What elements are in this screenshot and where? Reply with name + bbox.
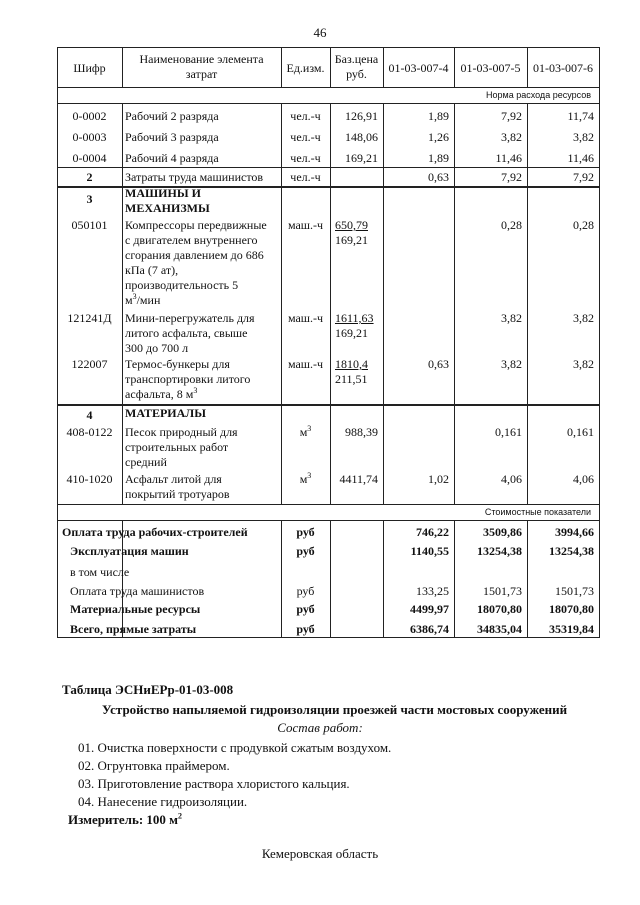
summary-name: Всего, прямые затраты <box>70 622 197 636</box>
cell-value: 1501,73 <box>483 584 522 598</box>
cell-value: 13254,38 <box>477 544 522 558</box>
cell-value: 0,63 <box>428 170 449 184</box>
page-number: 46 <box>313 25 327 40</box>
table-hline <box>57 167 600 168</box>
table-vline <box>599 47 600 87</box>
cell-value: 13254,38 <box>549 544 594 558</box>
row-price: 1810,4 <box>335 357 368 371</box>
cell-value: 11,46 <box>495 151 522 165</box>
row-code: 0-0002 <box>72 109 107 123</box>
cell-value: 1,89 <box>428 151 449 165</box>
row-code: 408-0122 <box>66 425 113 439</box>
header-col: 01-03-007-4 <box>388 61 449 75</box>
row-unit: $м^3$ <box>299 424 312 439</box>
row-price: 650,79 <box>335 218 368 232</box>
row-unit: маш.-ч <box>287 357 324 371</box>
row-name: сгорания давлением до 686 <box>125 248 264 262</box>
work-item: 02. Огрунтовка праймером. <box>78 758 230 773</box>
cell-value: 3,82 <box>501 311 522 325</box>
row-price: 1611,63 <box>335 311 374 325</box>
section-name: МЕХАНИЗМЫ <box>125 201 210 215</box>
cell-value: 34835,04 <box>477 622 522 636</box>
row-price: 126,91 <box>345 109 378 123</box>
row-code: 2 <box>86 170 93 184</box>
row-code: 122007 <box>71 357 108 371</box>
row-name: транспортировки литого <box>125 372 251 386</box>
cell-value: 3,82 <box>573 311 594 325</box>
table-hline <box>57 520 600 521</box>
row-unit: чел.-ч <box>290 130 321 144</box>
cell-value: 4,06 <box>501 472 522 486</box>
cell-value: 7,92 <box>501 109 522 123</box>
row-name: Мини-перегружатель для <box>125 311 255 325</box>
footer-region: Кемеровская область <box>261 846 379 861</box>
summary-unit: руб <box>296 525 315 539</box>
works-title: Состав работ: <box>277 720 363 735</box>
summary-name: в том числе <box>70 565 130 579</box>
row-name: с двигателем внутреннего <box>125 233 258 247</box>
cell-value: 3,82 <box>501 130 522 144</box>
table-hline <box>57 103 600 104</box>
row-code: 410-1020 <box>66 472 113 486</box>
row-unit: чел.-ч <box>290 151 321 165</box>
row-name: Асфальт литой для <box>125 472 222 486</box>
header-col: 01-03-007-5 <box>460 61 521 75</box>
cell-value: 0,63 <box>428 357 449 371</box>
cell-value: 0,161 <box>567 425 594 439</box>
cell-value: 7,92 <box>501 170 522 184</box>
cell-value: 746,22 <box>416 525 449 539</box>
row-code: 0-0003 <box>72 130 107 144</box>
row-price: 988,39 <box>345 425 378 439</box>
cell-value: 11,74 <box>567 109 594 123</box>
summary-unit: руб <box>296 602 315 616</box>
row-code: 0-0004 <box>72 151 107 165</box>
row-price: 211,51 <box>335 372 368 386</box>
cell-value: 6386,74 <box>410 622 449 636</box>
table-hline <box>57 47 600 48</box>
cell-value: 133,25 <box>416 584 449 598</box>
row-unit: маш.-ч <box>287 311 324 325</box>
row-name: средний <box>125 455 167 469</box>
summary-unit: руб <box>296 544 315 558</box>
row-code: 121241Д <box>67 311 112 325</box>
work-item: 03. Приготовление раствора хлористого кальция. <box>78 776 350 791</box>
row-name: литого асфальта, свыше <box>125 326 248 340</box>
cell-value: 1140,55 <box>410 544 449 558</box>
row-name: производительность 5 <box>125 278 239 292</box>
work-item: 04. Нанесение гидроизоляции. <box>78 794 248 809</box>
row-unit: чел.-ч <box>290 170 321 184</box>
row-name: Песок природный для <box>125 425 238 439</box>
cost-label: Стоимостные показатели <box>484 507 591 517</box>
header-unit: Ед.изм. <box>286 61 325 75</box>
row-name: кПа (7 ат), <box>125 263 179 277</box>
section-name: МАТЕРИАЛЫ <box>125 406 206 420</box>
cell-value: 3,82 <box>501 357 522 371</box>
table-vline <box>599 520 600 637</box>
row-name: строительных работ <box>125 440 229 454</box>
measurer: Измеритель: 100 $м^2$ <box>68 811 183 827</box>
table-vline <box>599 103 600 504</box>
row-price: 148,06 <box>345 130 378 144</box>
cell-value: 18070,80 <box>549 602 594 616</box>
cell-value: 1,89 <box>428 109 449 123</box>
row-price: 169,21 <box>345 151 378 165</box>
summary-name: Эксплуатация машин <box>70 544 189 558</box>
summary-unit: руб <box>296 584 315 598</box>
row-price: 169,21 <box>335 233 368 247</box>
table-vline <box>330 520 331 637</box>
summary-name: Оплата труда рабочих-строителей <box>62 525 248 539</box>
table-vline <box>599 87 600 103</box>
row-price: 4411,74 <box>339 472 378 486</box>
cell-value: 3994,66 <box>555 525 594 539</box>
header-base-price: Баз.цена руб. <box>334 52 379 81</box>
summary-name: Оплата труда машинистов <box>70 584 205 598</box>
table-subtitle: Устройство напыляемой гидроизоляции проезжей части мостовых сооружений <box>102 702 568 717</box>
row-name: Затраты труда машинистов <box>125 170 264 184</box>
cell-value: 0,161 <box>495 425 522 439</box>
section-code: 4 <box>86 408 93 422</box>
table-vline <box>57 520 58 637</box>
cell-value: 0,28 <box>573 218 594 232</box>
row-name: асфальта, 8 $м^3$ <box>125 386 198 401</box>
section-code: 3 <box>86 192 93 206</box>
row-name: покрытий тротуаров <box>125 487 230 501</box>
row-unit: чел.-ч <box>290 109 321 123</box>
row-name: Рабочий 2 разряда <box>125 109 219 123</box>
table-vline <box>330 47 331 87</box>
header-col: 01-03-007-6 <box>533 61 593 75</box>
table-hline <box>57 637 600 638</box>
row-unit: маш.-ч <box>287 218 324 232</box>
cell-value: 3509,86 <box>483 525 522 539</box>
cell-value: 1,26 <box>428 130 449 144</box>
summary-unit: руб <box>296 622 315 636</box>
table-title: Таблица ЭСНиЕРр-01-03-008 <box>62 682 234 697</box>
table-vline <box>599 504 600 520</box>
row-name: Рабочий 3 разряда <box>125 130 219 144</box>
cell-value: 4,06 <box>573 472 594 486</box>
row-unit: $м^3$ <box>299 471 312 486</box>
row-code: 050101 <box>71 218 108 232</box>
cell-value: 1501,73 <box>555 584 594 598</box>
cell-value: 3,82 <box>573 130 594 144</box>
table-vline <box>122 103 123 504</box>
section-name: МАШИНЫ И <box>125 186 201 200</box>
norm-label: Норма расхода ресурсов <box>486 90 591 100</box>
row-price: 169,21 <box>335 326 368 340</box>
cell-value: 35319,84 <box>549 622 594 636</box>
cell-value: 4499,97 <box>410 602 449 616</box>
row-name: Компрессоры передвижные <box>125 218 267 232</box>
table-vline <box>122 47 123 87</box>
cell-value: 0,28 <box>501 218 522 232</box>
cell-value: 7,92 <box>573 170 594 184</box>
cell-value: 18070,80 <box>477 602 522 616</box>
row-name: Термос-бункеры для <box>125 357 230 371</box>
cell-value: 1,02 <box>428 472 449 486</box>
row-name: 300 до 700 л <box>125 341 189 355</box>
cell-value: 11,46 <box>567 151 594 165</box>
cell-value: 3,82 <box>573 357 594 371</box>
summary-name: Материальные ресурсы <box>70 602 201 616</box>
row-name: Рабочий 4 разряда <box>125 151 219 165</box>
work-item: 01. Очистка поверхности с продувкой сжатым воздухом. <box>78 740 392 755</box>
header-code: Шифр <box>73 61 106 75</box>
row-name: $м^3$/мин <box>125 292 161 307</box>
header-name: Наименование элемента затрат <box>139 52 264 81</box>
